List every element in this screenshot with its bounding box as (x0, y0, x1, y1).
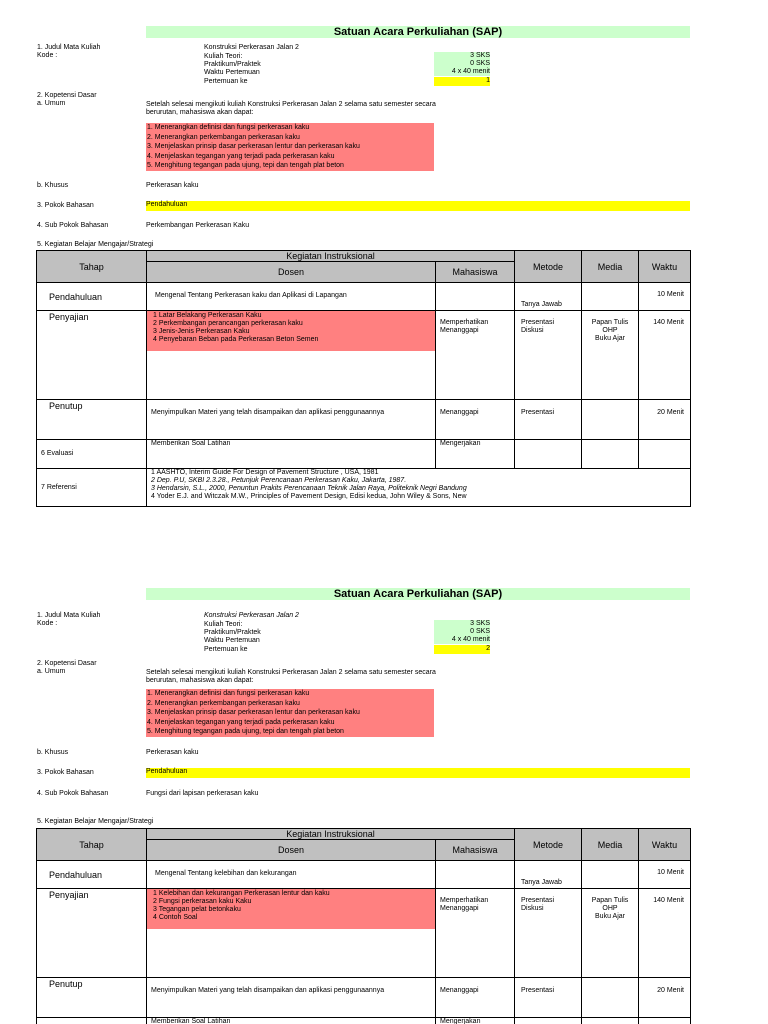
umum-label: a. Umum (37, 668, 66, 675)
judul-value: Konstruksi Perkerasan Jalan 2 (204, 44, 299, 51)
waktu-value: 4 x 40 menit (434, 636, 490, 644)
kuliah-teori-label: Kuliah Teori: (204, 53, 243, 60)
sub-pokok-label: 4. Sub Pokok Bahasan (37, 222, 109, 229)
row-evaluasi (37, 1018, 691, 1024)
row-penyajian (37, 311, 691, 400)
sub-pokok-value: Fungsi dari lapisan perkerasan kaku (146, 790, 259, 797)
penyajian-metode (515, 889, 582, 978)
tahap-penutup: Penutup (37, 400, 147, 440)
col-waktu: Waktu (639, 829, 691, 861)
praktikum-label: Praktikum/Praktek (204, 61, 261, 68)
penyajian-media-1: Papan Tulis (591, 319, 629, 326)
penyajian-item-1: 1 Latar Belakang Perkerasan Kaku (153, 312, 262, 319)
page-title: Satuan Acara Perkuliahan (SAP) (146, 26, 690, 38)
pertemuan-value: 2 (434, 645, 490, 654)
pokok-value: Pendahuluan (146, 201, 690, 211)
judul-label: 1. Judul Mata Kuliah (37, 612, 101, 619)
evaluasi-dosen: Memberikan Soal Latihan (147, 1018, 436, 1024)
penyajian-item-1: 1 Kelebihan dan kekurangan Perkerasan lentur dan kaku (153, 890, 330, 897)
col-tahap: Tahap (37, 251, 147, 283)
col-waktu: Waktu (639, 251, 691, 283)
evaluasi-media (582, 440, 639, 469)
penyajian-metode-2: Diskusi (521, 327, 544, 334)
sap-page-2 (0, 562, 768, 1024)
umum-item-5: 5. Menghitung tegangan pada ujung, tepi dan tengah plat beton (147, 728, 344, 735)
penyajian-items-box (147, 889, 435, 929)
penyajian-items-box (147, 311, 435, 351)
tahap-evaluasi (37, 1018, 147, 1024)
penyajian-media-1: Papan Tulis (591, 897, 629, 904)
penutup-metode: Presentasi (515, 978, 582, 1018)
kode-label: Kode : (37, 52, 58, 59)
pokok-label: 3. Pokok Bahasan (37, 769, 94, 776)
penutup-dosen: Menyimpulkan Materi yang telah disampaikan dan aplikasi penggunaannya (147, 978, 436, 1018)
penyajian-waktu: 140 Menit (639, 889, 691, 978)
umum-intro-2: berurutan, mahasiswa akan dapat: (146, 677, 254, 684)
penyajian-dosen (147, 311, 436, 400)
pendahuluan-metode: Tanya Jawab (515, 283, 582, 311)
kuliah-teori-value: 3 SKS (434, 620, 490, 628)
waktu-label: Waktu Pertemuan (204, 637, 260, 644)
penyajian-media-2: OHP (602, 905, 618, 912)
kegiatan-table (36, 250, 691, 507)
page-title: Satuan Acara Perkuliahan (SAP) (146, 588, 690, 600)
pendahuluan-metode: Tanya Jawab (515, 861, 582, 889)
penyajian-metode (515, 311, 582, 400)
row-penutup (37, 400, 691, 440)
col-metode: Metode (515, 251, 582, 283)
praktikum-label: Praktikum/Praktek (204, 629, 261, 636)
kuliah-teori-value: 3 SKS (434, 52, 490, 60)
col-dosen: Dosen (147, 262, 436, 283)
pendahuluan-dosen: Mengenal Tentang Perkerasan kaku dan Aplikasi di Lapangan (147, 283, 436, 311)
pertemuan-value: 1 (434, 77, 490, 86)
judul-label: 1. Judul Mata Kuliah (37, 44, 101, 51)
tahap-referensi: 7 Referensi (37, 469, 147, 507)
col-kegiatan-instruksional: Kegiatan Instruksional (147, 251, 515, 262)
penutup-dosen: Menyimpulkan Materi yang telah disampaikan dan aplikasi penggunaannya (147, 400, 436, 440)
evaluasi-waktu (639, 1018, 691, 1024)
penyajian-media-3: Buku Ajar (595, 335, 625, 342)
umum-item-4: 4. Menjelaskan tegangan yang terjadi pada perkerasan kaku (147, 152, 335, 160)
kegiatan-label: 5. Kegiatan Belajar Mengajar/Strategi (37, 241, 154, 248)
penyajian-waktu: 140 Menit (639, 311, 691, 400)
pendahuluan-waktu: 10 Menit (639, 283, 691, 311)
kode-label: Kode : (37, 620, 58, 627)
tahap-penutup: Penutup (37, 978, 147, 1018)
penyajian-item-4: 4 Penyebaran Beban pada Perkerasan Beton Semen (153, 336, 319, 343)
pendahuluan-mahasiswa (436, 283, 515, 311)
penyajian-media-3: Buku Ajar (595, 913, 625, 920)
umum-item-4: 4. Menjelaskan tegangan yang terjadi pada perkerasan kaku (147, 718, 335, 726)
sub-pokok-value: Perkembangan Perkerasan Kaku (146, 222, 250, 229)
sub-pokok-label: 4. Sub Pokok Bahasan (37, 790, 109, 797)
row-evaluasi (37, 440, 691, 469)
umum-intro-2: berurutan, mahasiswa akan dapat: (146, 109, 254, 116)
tahap-evaluasi: 6 Evaluasi (37, 440, 147, 469)
pendahuluan-mahasiswa (436, 861, 515, 889)
col-mahasiswa: Mahasiswa (436, 262, 515, 283)
pertemuan-label: Pertemuan ke (204, 646, 248, 653)
penutup-mahasiswa: Menanggapi (436, 978, 515, 1018)
tahap-pendahuluan: Pendahuluan (37, 861, 147, 889)
penyajian-item-4: 4 Contoh Soal (153, 914, 198, 921)
evaluasi-mahasiswa: Mengerjakan (436, 440, 515, 469)
khusus-value: Perkerasan kaku (146, 749, 199, 756)
penyajian-metode-1: Presentasi (521, 319, 555, 326)
pokok-value: Pendahuluan (146, 768, 690, 778)
pendahuluan-waktu: 10 Menit (639, 861, 691, 889)
penutup-waktu: 20 Menit (639, 400, 691, 440)
evaluasi-dosen: Memberikan Soal Latihan (147, 440, 436, 469)
row-penutup (37, 978, 691, 1018)
evaluasi-waktu (639, 440, 691, 469)
umum-item-5: 5. Menghitung tegangan pada ujung, tepi dan tengah plat beton (147, 162, 344, 169)
umum-item-3: 3. Menjelaskan prinsip dasar perkerasan lentur dan perkerasan kaku (147, 143, 360, 150)
umum-item-1: 1. Menerangkan definisi dan fungsi perkerasan kaku (147, 690, 310, 697)
kompetensi-label: 2. Kopetensi Dasar (37, 660, 97, 667)
pertemuan-label: Pertemuan ke (204, 78, 248, 85)
khusus-label: b. Khusus (37, 182, 69, 189)
col-tahap: Tahap (37, 829, 147, 861)
penyajian-metode-2: Diskusi (521, 905, 544, 912)
umum-items-box (146, 123, 434, 171)
referensi-item-1: 1 AASHTO, Interim Guide For Design of Pavement Structure , USA, 1981 (151, 469, 379, 476)
waktu-label: Waktu Pertemuan (204, 69, 260, 76)
umum-label: a. Umum (37, 100, 66, 107)
evaluasi-media (582, 1018, 639, 1024)
kuliah-teori-label: Kuliah Teori: (204, 621, 243, 628)
penutup-media (582, 978, 639, 1018)
penyajian-mhs-1: Memperhatikan (440, 319, 489, 326)
evaluasi-metode (515, 440, 582, 469)
row-referensi (37, 469, 691, 507)
pendahuluan-dosen: Mengenal Tentang kelebihan dan kekurangan (147, 861, 436, 889)
penyajian-item-3: 3 Tegangan pelat betonkaku (153, 906, 241, 913)
penyajian-mhs-2: Menanggapi (440, 327, 479, 334)
penyajian-metode-1: Presentasi (521, 897, 555, 904)
penyajian-mhs-1: Memperhatikan (440, 897, 489, 904)
kegiatan-label: 5. Kegiatan Belajar Mengajar/Strategi (37, 818, 154, 825)
row-penyajian (37, 889, 691, 978)
col-metode: Metode (515, 829, 582, 861)
col-dosen: Dosen (147, 840, 436, 861)
pokok-label: 3. Pokok Bahasan (37, 202, 94, 209)
penyajian-mhs-2: Menanggapi (440, 905, 479, 912)
penutup-media (582, 400, 639, 440)
penutup-metode: Presentasi (515, 400, 582, 440)
umum-item-2: 2. Menerangkan perkembangan perkerasan kaku (147, 699, 300, 707)
umum-items-box (146, 689, 434, 737)
umum-item-3: 3. Menjelaskan prinsip dasar perkerasan lentur dan perkerasan kaku (147, 709, 360, 716)
referensi-item-3: 3 Hendarsin, S.L., 2000, Penuntun Prakits Perencanaan Teknik Jalan Raya, Politeknik Negri Bandung (151, 485, 467, 492)
tahap-pendahuluan: Pendahuluan (37, 283, 147, 311)
umum-item-2: 2. Menerangkan perkembangan perkerasan kaku (147, 133, 300, 141)
penyajian-media-2: OHP (602, 327, 618, 334)
penyajian-mahasiswa (436, 889, 515, 978)
row-pendahuluan (37, 283, 691, 311)
col-media: Media (582, 829, 639, 861)
col-media: Media (582, 251, 639, 283)
evaluasi-mahasiswa: Mengerjakan (436, 1018, 515, 1024)
pendahuluan-media (582, 283, 639, 311)
penyajian-media (582, 311, 639, 400)
penyajian-media (582, 889, 639, 978)
penyajian-mahasiswa (436, 311, 515, 400)
penyajian-item-2: 2 Fungsi perkerasan kaku Kaku (153, 898, 252, 905)
kegiatan-table (36, 828, 691, 1024)
row-pendahuluan (37, 861, 691, 889)
col-mahasiswa: Mahasiswa (436, 840, 515, 861)
umum-item-1: 1. Menerangkan definisi dan fungsi perkerasan kaku (147, 124, 310, 131)
khusus-label: b. Khusus (37, 749, 69, 756)
tahap-penyajian: Penyajian (37, 311, 147, 400)
pendahuluan-media (582, 861, 639, 889)
penyajian-item-3: 3 Jenis-Jenis Perkerasan Kaku (153, 328, 250, 335)
praktikum-value: 0 SKS (434, 60, 490, 68)
referensi-item-4: 4 Yoder E.J. and Witczak M.W., Principles of Pavement Design, Edisi kedua, John Wiley & Sons, New (151, 493, 467, 500)
kompetensi-label: 2. Kopetensi Dasar (37, 92, 97, 99)
col-kegiatan-instruksional: Kegiatan Instruksional (147, 829, 515, 840)
referensi-list (147, 469, 691, 507)
penutup-mahasiswa: Menanggapi (436, 400, 515, 440)
judul-value: Konstruksi Perkerasan Jalan 2 (204, 612, 299, 619)
tahap-penyajian: Penyajian (37, 889, 147, 978)
referensi-item-2: 2 Dep. P.U, SKBI 2.3.28., Petunjuk Perencanaan Perkerasan Kaku, Jakarta, 1987. (151, 477, 407, 484)
penyajian-dosen (147, 889, 436, 978)
penyajian-item-2: 2 Perkembangan perancangan perkerasan kaku (153, 320, 303, 327)
evaluasi-metode (515, 1018, 582, 1024)
penutup-waktu: 20 Menit (639, 978, 691, 1018)
umum-intro-1: Setelah selesai mengikuti kuliah Konstruksi Perkerasan Jalan 2 selama satu semester secara (146, 101, 436, 108)
waktu-value: 4 x 40 menit (434, 68, 490, 76)
umum-intro-1: Setelah selesai mengikuti kuliah Konstruksi Perkerasan Jalan 2 selama satu semester secara (146, 669, 436, 676)
praktikum-value: 0 SKS (434, 628, 490, 636)
khusus-value: Perkerasan kaku (146, 182, 199, 189)
